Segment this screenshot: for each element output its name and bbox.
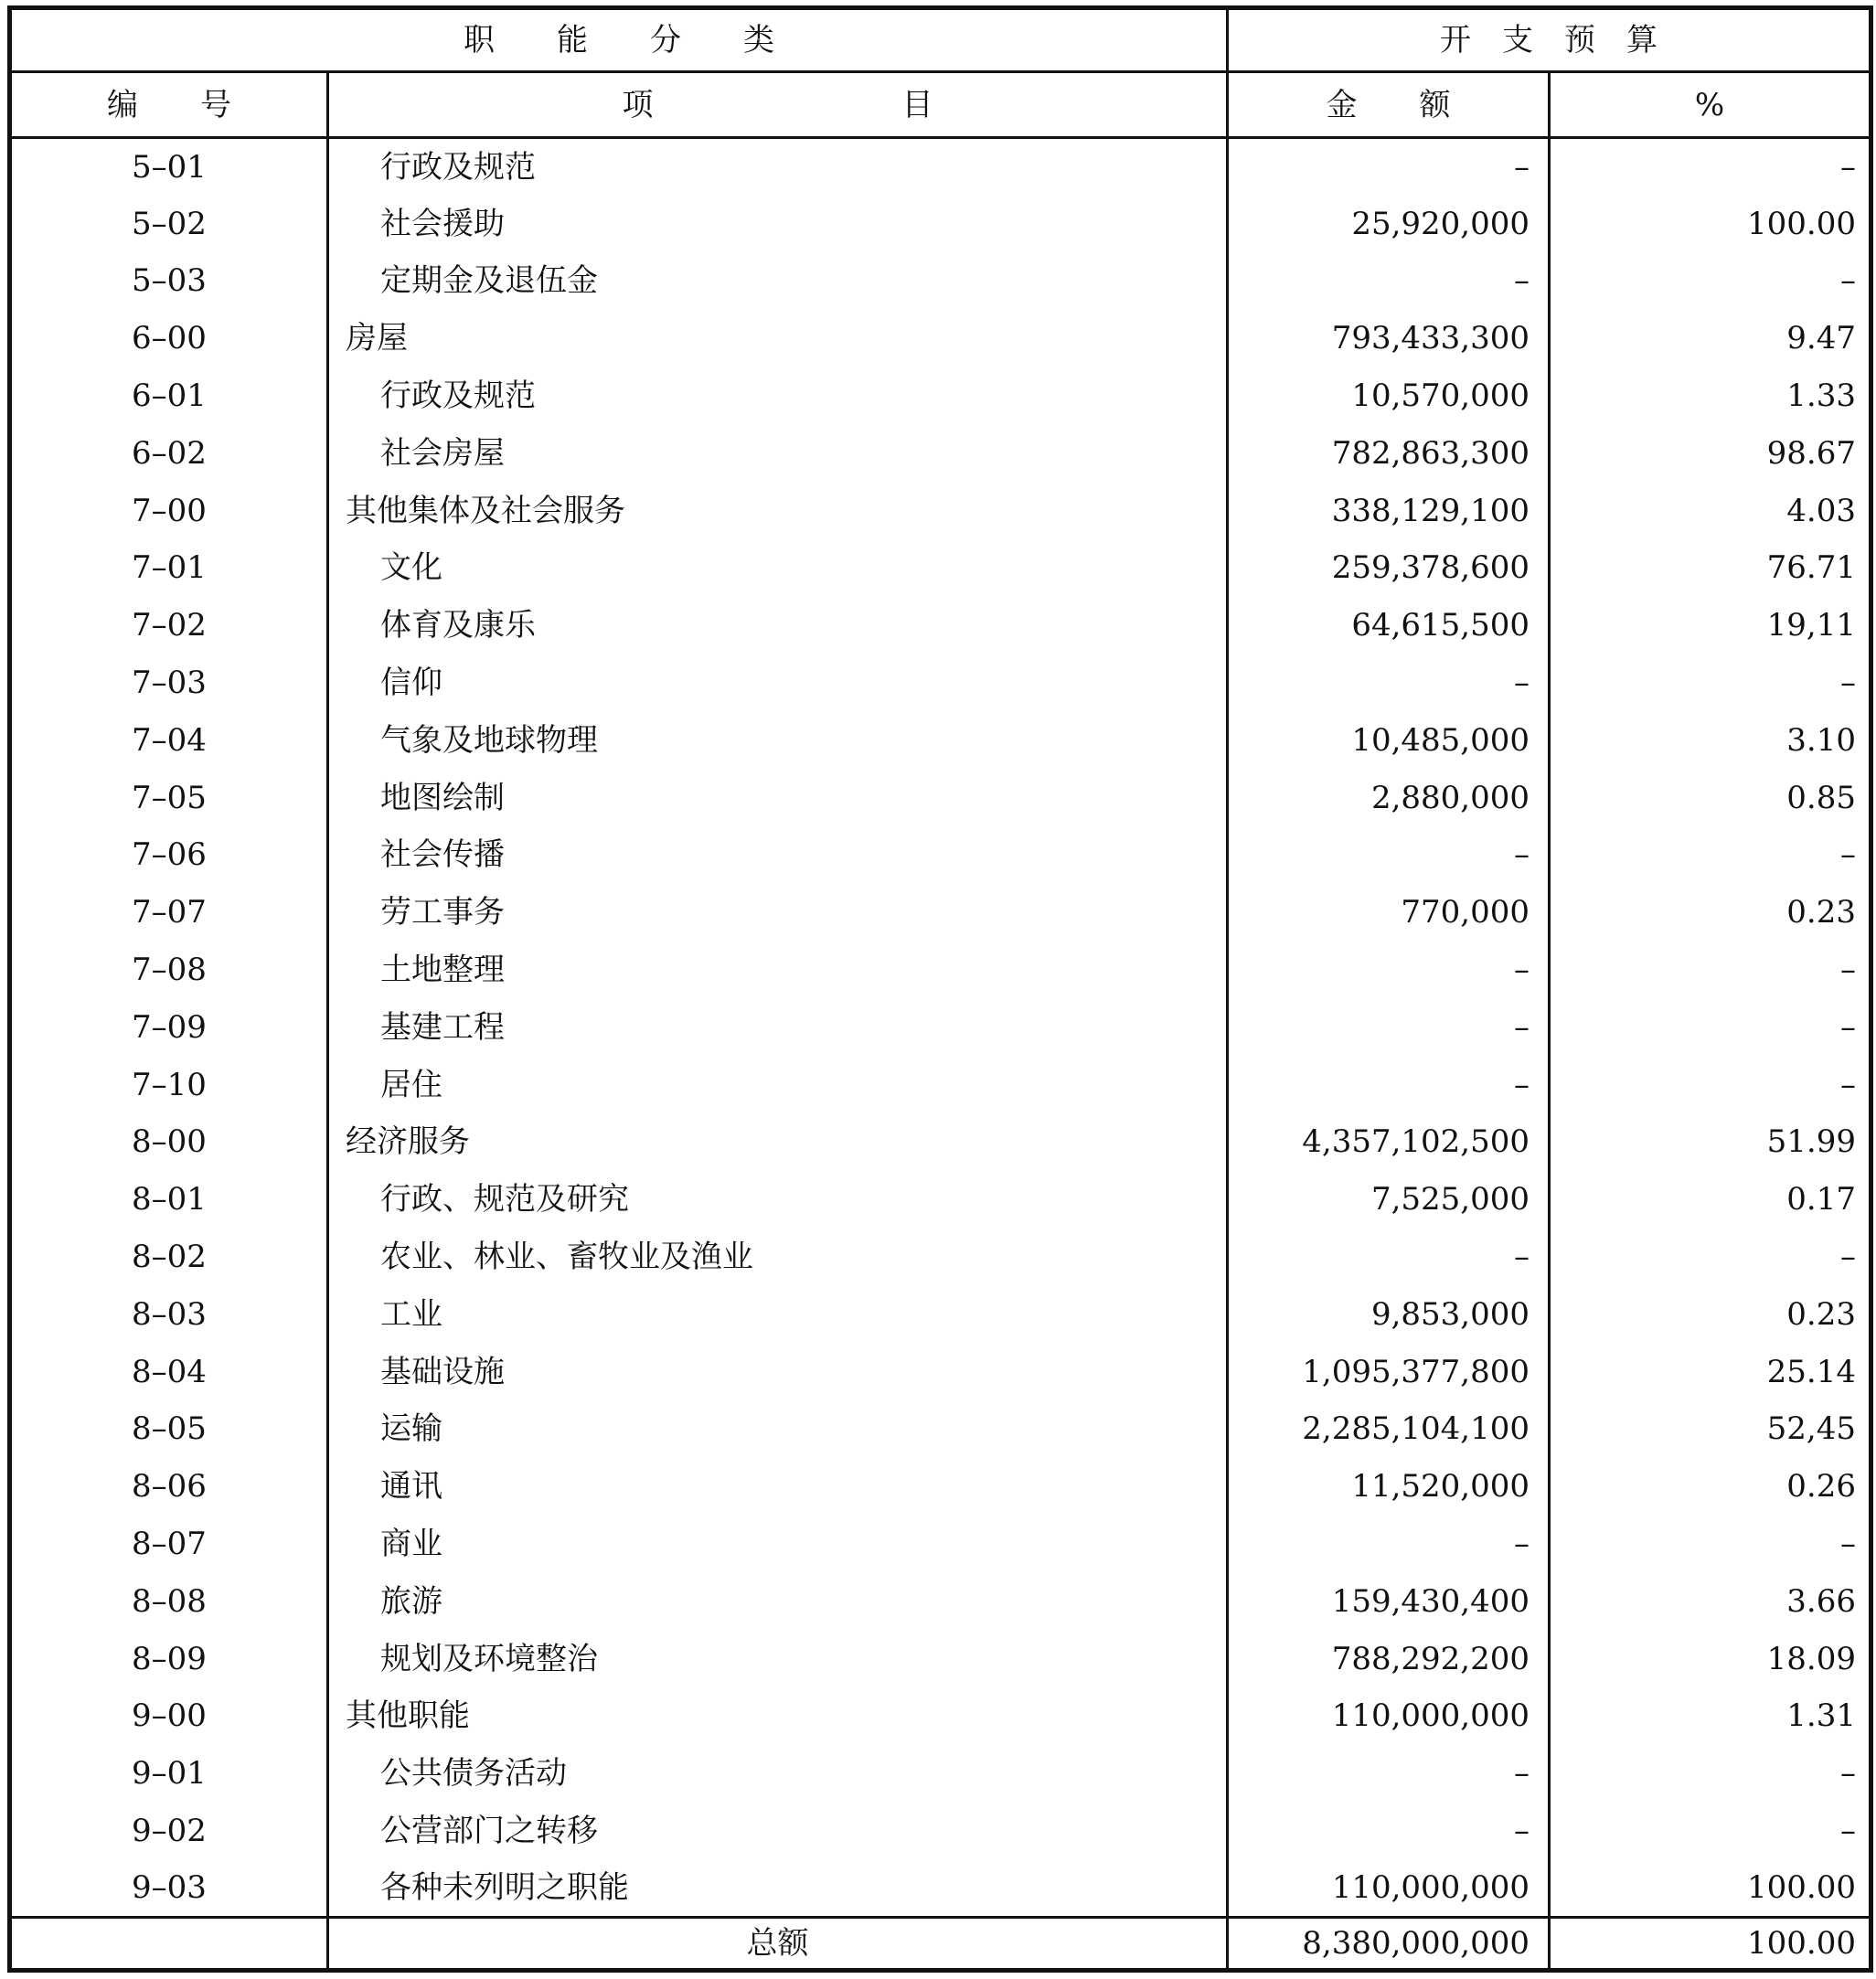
item-cell: 体育及康乐 [328,597,1228,654]
amount-cell: – [1228,252,1550,310]
amount-cell: – [1228,1803,1550,1860]
code-cell: 9–00 [10,1687,328,1745]
amount-cell: – [1228,826,1550,884]
code-cell: 8–07 [10,1516,328,1573]
code-cell: 7–05 [10,769,328,826]
total-row [10,1918,1871,1971]
code-cell: 8–04 [10,1343,328,1400]
amount-cell: 259,378,600 [1228,539,1550,597]
table-row [10,711,1871,769]
table-row [10,826,1871,884]
item-cell: 行政及规范 [328,367,1228,425]
amount-cell: 788,292,200 [1228,1630,1550,1687]
item-cell: 气象及地球物理 [328,711,1228,769]
code-cell: 6–00 [10,310,328,367]
item-cell: 土地整理 [328,942,1228,999]
item-cell: 文化 [328,539,1228,597]
header-functional-classification: 职 能 分 类 [10,8,1228,72]
amount-cell: 782,863,300 [1228,424,1550,482]
header-percent: % [1550,72,1871,138]
table-row [10,1400,1871,1458]
percent-cell: 1.31 [1550,1687,1871,1745]
amount-cell: – [1228,942,1550,999]
table-body [10,138,1871,1918]
item-cell: 基础设施 [328,1343,1228,1400]
code-cell: 7–02 [10,597,328,654]
percent-cell: 0.17 [1550,1171,1871,1229]
code-cell: 7–00 [10,482,328,539]
item-cell: 经济服务 [328,1113,1228,1171]
code-cell: 7–07 [10,884,328,942]
code-cell: 8–01 [10,1171,328,1229]
item-cell: 公共债务活动 [328,1745,1228,1803]
item-cell: 农业、林业、畜牧业及渔业 [328,1229,1228,1286]
item-cell: 信仰 [328,654,1228,712]
table-row [10,1056,1871,1113]
table-row [10,998,1871,1056]
amount-cell: 10,570,000 [1228,367,1550,425]
amount-cell: 110,000,000 [1228,1687,1550,1745]
header-expenditure-budget: 开 支 预 算 [1228,8,1871,72]
percent-cell: – [1550,942,1871,999]
code-cell: 5–02 [10,195,328,252]
percent-cell: 51.99 [1550,1113,1871,1171]
percent-cell: – [1550,138,1871,196]
item-cell: 其他集体及社会服务 [328,482,1228,539]
amount-cell: 338,129,100 [1228,482,1550,539]
item-cell: 社会房屋 [328,424,1228,482]
item-cell: 地图绘制 [328,769,1228,826]
percent-cell: – [1550,1803,1871,1860]
table-row [10,769,1871,826]
item-cell: 基建工程 [328,998,1228,1056]
item-cell: 通讯 [328,1458,1228,1516]
amount-cell: 1,095,377,800 [1228,1343,1550,1400]
amount-cell: – [1228,1745,1550,1803]
amount-cell: 25,920,000 [1228,195,1550,252]
table-row [10,138,1871,196]
code-cell: 8–02 [10,1229,328,1286]
item-cell: 房屋 [328,310,1228,367]
table-row-category [10,482,1871,539]
code-cell: 8–00 [10,1113,328,1171]
code-cell: 6–02 [10,424,328,482]
item-cell: 社会援助 [328,195,1228,252]
amount-cell: 159,430,400 [1228,1572,1550,1630]
table-row-category [10,310,1871,367]
percent-cell: – [1550,1229,1871,1286]
item-cell: 其他职能 [328,1687,1228,1745]
percent-cell: 4.03 [1550,482,1871,539]
table-row [10,1229,1871,1286]
amount-cell: – [1228,138,1550,196]
amount-cell: 9,853,000 [1228,1285,1550,1343]
table-row [10,597,1871,654]
percent-cell: 9.47 [1550,310,1871,367]
code-cell: 7–09 [10,998,328,1056]
code-cell: 8–06 [10,1458,328,1516]
amount-cell: 2,285,104,100 [1228,1400,1550,1458]
table-row [10,1630,1871,1687]
header-amount: 金 额 [1228,72,1550,138]
percent-cell: 100.00 [1550,195,1871,252]
code-cell: 9–01 [10,1745,328,1803]
amount-cell: 4,357,102,500 [1228,1113,1550,1171]
table-row [10,1458,1871,1516]
table-row [10,1803,1871,1860]
amount-cell: – [1228,1516,1550,1573]
amount-cell: 770,000 [1228,884,1550,942]
amount-cell: – [1228,654,1550,712]
percent-cell: 0.85 [1550,769,1871,826]
percent-cell: – [1550,1056,1871,1113]
table-row [10,884,1871,942]
code-cell: 7–08 [10,942,328,999]
percent-cell: 98.67 [1550,424,1871,482]
table-row-category [10,1113,1871,1171]
code-cell: 8–08 [10,1572,328,1630]
amount-cell: – [1228,998,1550,1056]
percent-cell: 52,45 [1550,1400,1871,1458]
table-row [10,195,1871,252]
code-cell: 7–06 [10,826,328,884]
percent-cell: 19,11 [1550,597,1871,654]
code-cell: 5–01 [10,138,328,196]
header-code: 编 号 [10,72,328,138]
table-row [10,1745,1871,1803]
percent-cell: 3.66 [1550,1572,1871,1630]
amount-cell: 2,880,000 [1228,769,1550,826]
percent-cell: – [1550,252,1871,310]
amount-cell: 64,615,500 [1228,597,1550,654]
item-cell: 行政及规范 [328,138,1228,196]
total-percent-cell: 100.00 [1550,1918,1871,1971]
percent-cell: 3.10 [1550,711,1871,769]
table-row [10,1572,1871,1630]
percent-cell: – [1550,1516,1871,1573]
item-cell: 旅游 [328,1572,1228,1630]
table-row [10,654,1871,712]
table-row [10,1516,1871,1573]
amount-cell: 10,485,000 [1228,711,1550,769]
item-cell: 劳工事务 [328,884,1228,942]
item-cell: 规划及环境整治 [328,1630,1228,1687]
item-cell: 各种未列明之职能 [328,1859,1228,1917]
percent-cell: – [1550,654,1871,712]
code-cell: 8–05 [10,1400,328,1458]
header-item: 项 目 [328,72,1228,138]
amount-cell: 793,433,300 [1228,310,1550,367]
item-cell: 行政、规范及研究 [328,1171,1228,1229]
item-cell: 商业 [328,1516,1228,1573]
code-cell: 9–03 [10,1859,328,1917]
code-cell: 7–10 [10,1056,328,1113]
code-cell: 8–09 [10,1630,328,1687]
percent-cell: 18.09 [1550,1630,1871,1687]
code-cell: 7–04 [10,711,328,769]
percent-cell: – [1550,826,1871,884]
total-label-cell: 总额 [328,1918,1228,1971]
item-cell: 定期金及退伍金 [328,252,1228,310]
total-amount-cell: 8,380,000,000 [1228,1918,1550,1971]
amount-cell: 11,520,000 [1228,1458,1550,1516]
code-cell: 7–01 [10,539,328,597]
table-row [10,1859,1871,1917]
item-cell: 公营部门之转移 [328,1803,1228,1860]
percent-cell: 76.71 [1550,539,1871,597]
percent-cell: 0.23 [1550,884,1871,942]
percent-cell: 100.00 [1550,1859,1871,1917]
amount-cell: 110,000,000 [1228,1859,1550,1917]
amount-cell: – [1228,1056,1550,1113]
code-cell: 6–01 [10,367,328,425]
amount-cell: – [1228,1229,1550,1286]
percent-cell: – [1550,1745,1871,1803]
table-row [10,1343,1871,1400]
budget-table [7,5,1873,1973]
table-row [10,1285,1871,1343]
percent-cell: 1.33 [1550,367,1871,425]
header-row-top [10,8,1871,72]
table-row [10,539,1871,597]
amount-cell: 7,525,000 [1228,1171,1550,1229]
percent-cell: 25.14 [1550,1343,1871,1400]
percent-cell: 0.26 [1550,1458,1871,1516]
code-cell: 9–02 [10,1803,328,1860]
table-row [10,367,1871,425]
table-row-category [10,1687,1871,1745]
percent-cell: – [1550,998,1871,1056]
table-row [10,424,1871,482]
code-cell: 7–03 [10,654,328,712]
item-cell: 社会传播 [328,826,1228,884]
header-row-sub [10,72,1871,138]
total-code-cell [10,1918,328,1971]
table-row [10,252,1871,310]
code-cell: 8–03 [10,1285,328,1343]
item-cell: 工业 [328,1285,1228,1343]
item-cell: 居住 [328,1056,1228,1113]
code-cell: 5–03 [10,252,328,310]
table-row [10,942,1871,999]
percent-cell: 0.23 [1550,1285,1871,1343]
item-cell: 运输 [328,1400,1228,1458]
table-row [10,1171,1871,1229]
